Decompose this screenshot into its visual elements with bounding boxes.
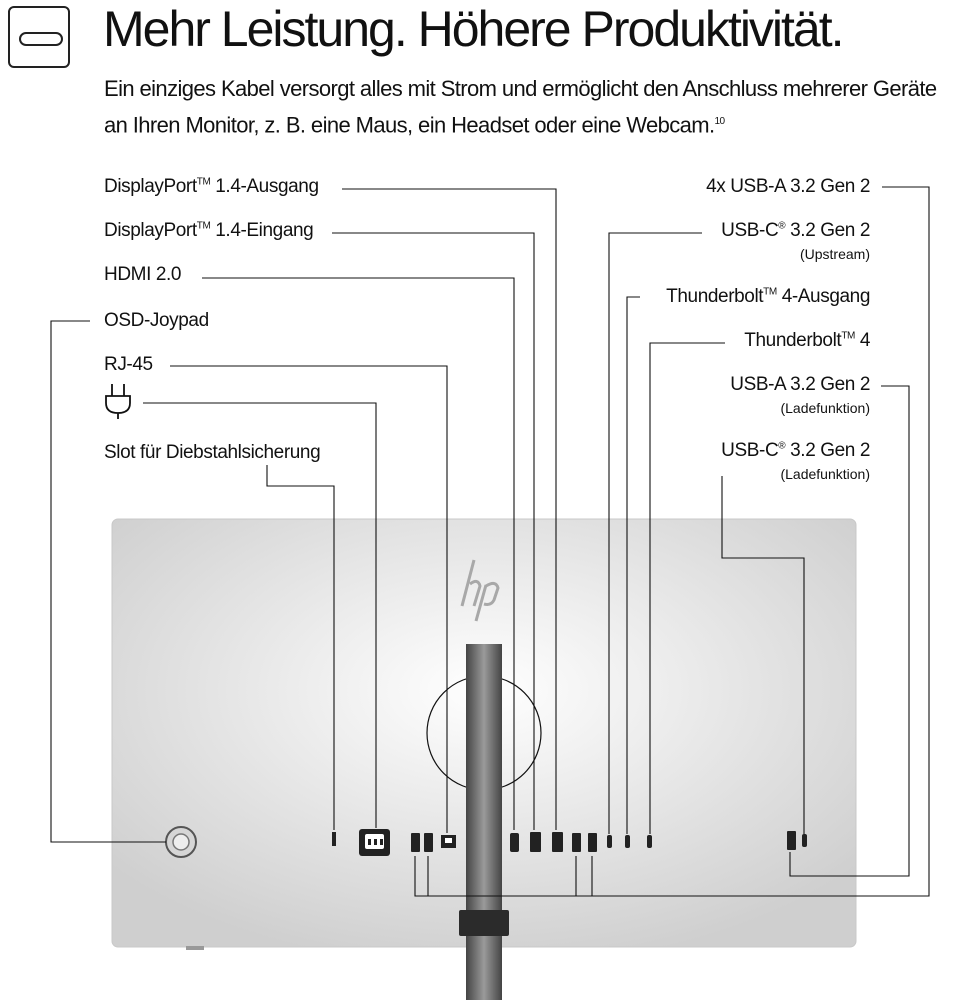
port-usb-c-upstream bbox=[607, 835, 612, 848]
port-displayport-out bbox=[552, 832, 563, 852]
stand-clip bbox=[459, 910, 509, 936]
note-charging-a: (Ladefunktion) bbox=[780, 400, 870, 416]
label-security-slot: Slot für Diebstahlsicherung bbox=[104, 442, 321, 463]
port-hdmi bbox=[510, 833, 519, 852]
port-thunderbolt-out bbox=[625, 835, 630, 848]
label-osd-joypad: OSD-Joypad bbox=[104, 310, 209, 331]
label-hdmi: HDMI 2.0 bbox=[104, 264, 182, 285]
page-title: Mehr Leistung. Höhere Produktivität. bbox=[103, 1, 843, 57]
port-security-slot bbox=[332, 832, 336, 846]
monitor-foot-tab bbox=[186, 946, 204, 950]
note-upstream: (Upstream) bbox=[799, 246, 870, 262]
port-thunderbolt bbox=[647, 835, 652, 848]
port-rj45 bbox=[441, 835, 456, 848]
port-usb-a-charging bbox=[787, 831, 796, 850]
note-charging-c: (Ladefunktion) bbox=[780, 466, 870, 482]
label-usb-c-charging: USB-C® 3.2 Gen 2 bbox=[721, 440, 870, 461]
label-displayport-out: DisplayPort™ 1.4-Ausgang bbox=[104, 176, 319, 197]
osd-joypad-icon bbox=[166, 827, 196, 857]
label-usb-c-upstream: USB-C® 3.2 Gen 2 bbox=[721, 220, 870, 241]
power-plug-icon bbox=[106, 384, 130, 419]
port-usb-c-charging bbox=[802, 834, 807, 847]
label-thunderbolt-out: Thunderbolt™ 4-Ausgang bbox=[666, 286, 870, 307]
label-rj45: RJ-45 bbox=[104, 354, 153, 375]
label-displayport-in: DisplayPort™ 1.4-Eingang bbox=[104, 220, 314, 241]
label-usb-a-charging: USB-A 3.2 Gen 2 bbox=[730, 374, 870, 395]
label-thunderbolt: Thunderbolt™ 4 bbox=[744, 330, 870, 351]
stand-column bbox=[466, 644, 502, 1000]
port-displayport-in bbox=[530, 832, 541, 852]
subtitle: Ein einziges Kabel versorgt alles mit Strom und ermöglicht den Anschluss mehrerer Geräte an Ihren Monitor, z. B. eine Maus, ein Headset oder eine Webcam.$^{10}$ bbox=[104, 76, 937, 138]
port-power bbox=[359, 829, 390, 856]
label-4x-usb-a: 4x USB-A 3.2 Gen 2 bbox=[706, 176, 870, 197]
